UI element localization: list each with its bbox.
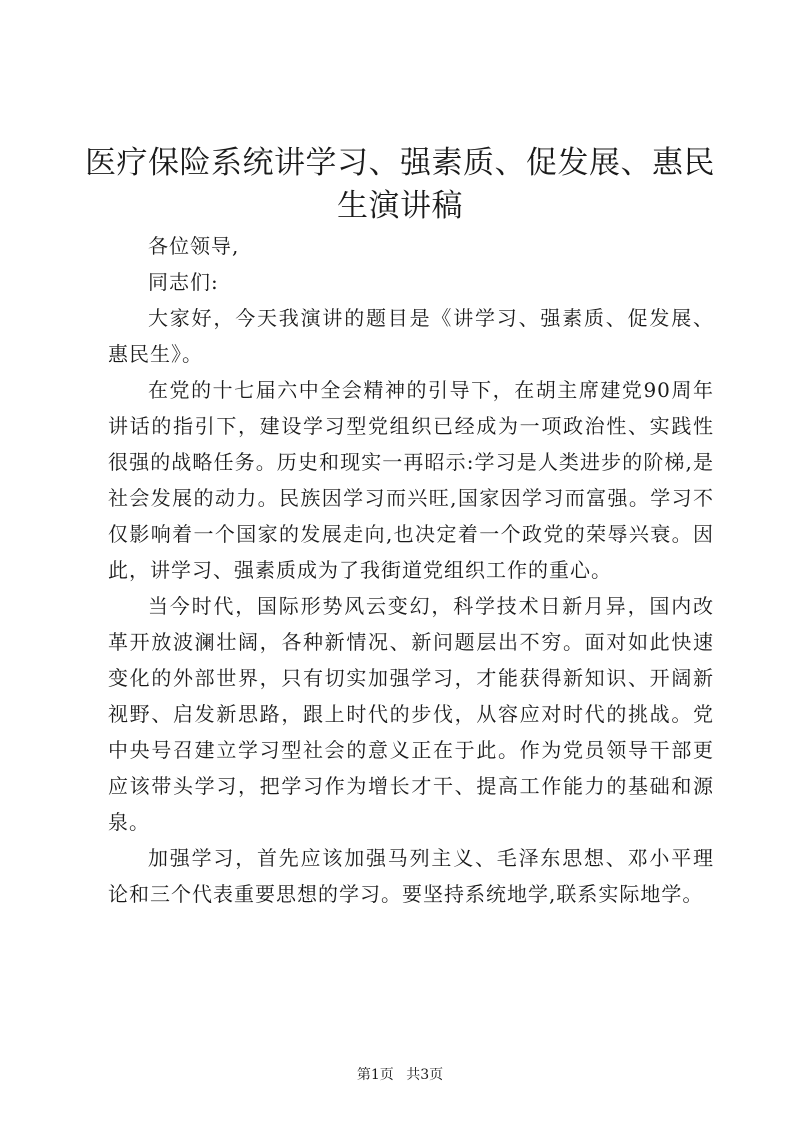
paragraph-greeting: 大家好，今天我演讲的题目是《讲学习、强素质、促发展、惠民生》。 [108,306,714,366]
page-footer [0,1065,800,1085]
page-number: 第1页 [356,1067,394,1083]
document-title: 医疗保险系统讲学习、强素质、促发展、惠民生演讲稿 [85,145,715,224]
page-total: 共3页 [406,1067,444,1083]
paragraph-salutation-leaders: 各位领导, [148,234,240,258]
paragraph-body-1: 在党的十七届六中全会精神的引导下，在胡主席建党90周年讲话的指引下，建设学习型党组织已经成为一项政治性、实践性很强的战略任务。历史和现实一再昭示:学习是人类进步的阶梯,是社会发展的动力。民族因学习而兴旺,国家因学习而富强。学习不仅影响着一个国家的发展走向,也决定着一个政党的荣辱兴衰。因此，讲学习、强素质成为了我街道党组织工作的重心。 [108,378,714,582]
paragraph-body-3: 加强学习，首先应该加强马列主义、毛泽东思想、邓小平理论和三个代表重要思想的学习。要坚持系统地学,联系实际地学。 [108,846,714,906]
paragraph-body-2: 当今时代，国际形势风云变幻，科学技术日新月异，国内改革开放波澜壮阔，各种新情况、新问题层出不穷。面对如此快速变化的外部世界，只有切实加强学习，才能获得新知识、开阔新视野、启发新思路，跟上时代的步伐，从容应对时代的挑战。党中央号召建立学习型社会的意义正在于此。作为党员领导干部更应该带头学习，把学习作为增长才干、提高工作能力的基础和源泉。 [108,594,714,834]
document-body [108,228,714,912]
paragraph-salutation-comrades: 同志们: [148,270,219,294]
